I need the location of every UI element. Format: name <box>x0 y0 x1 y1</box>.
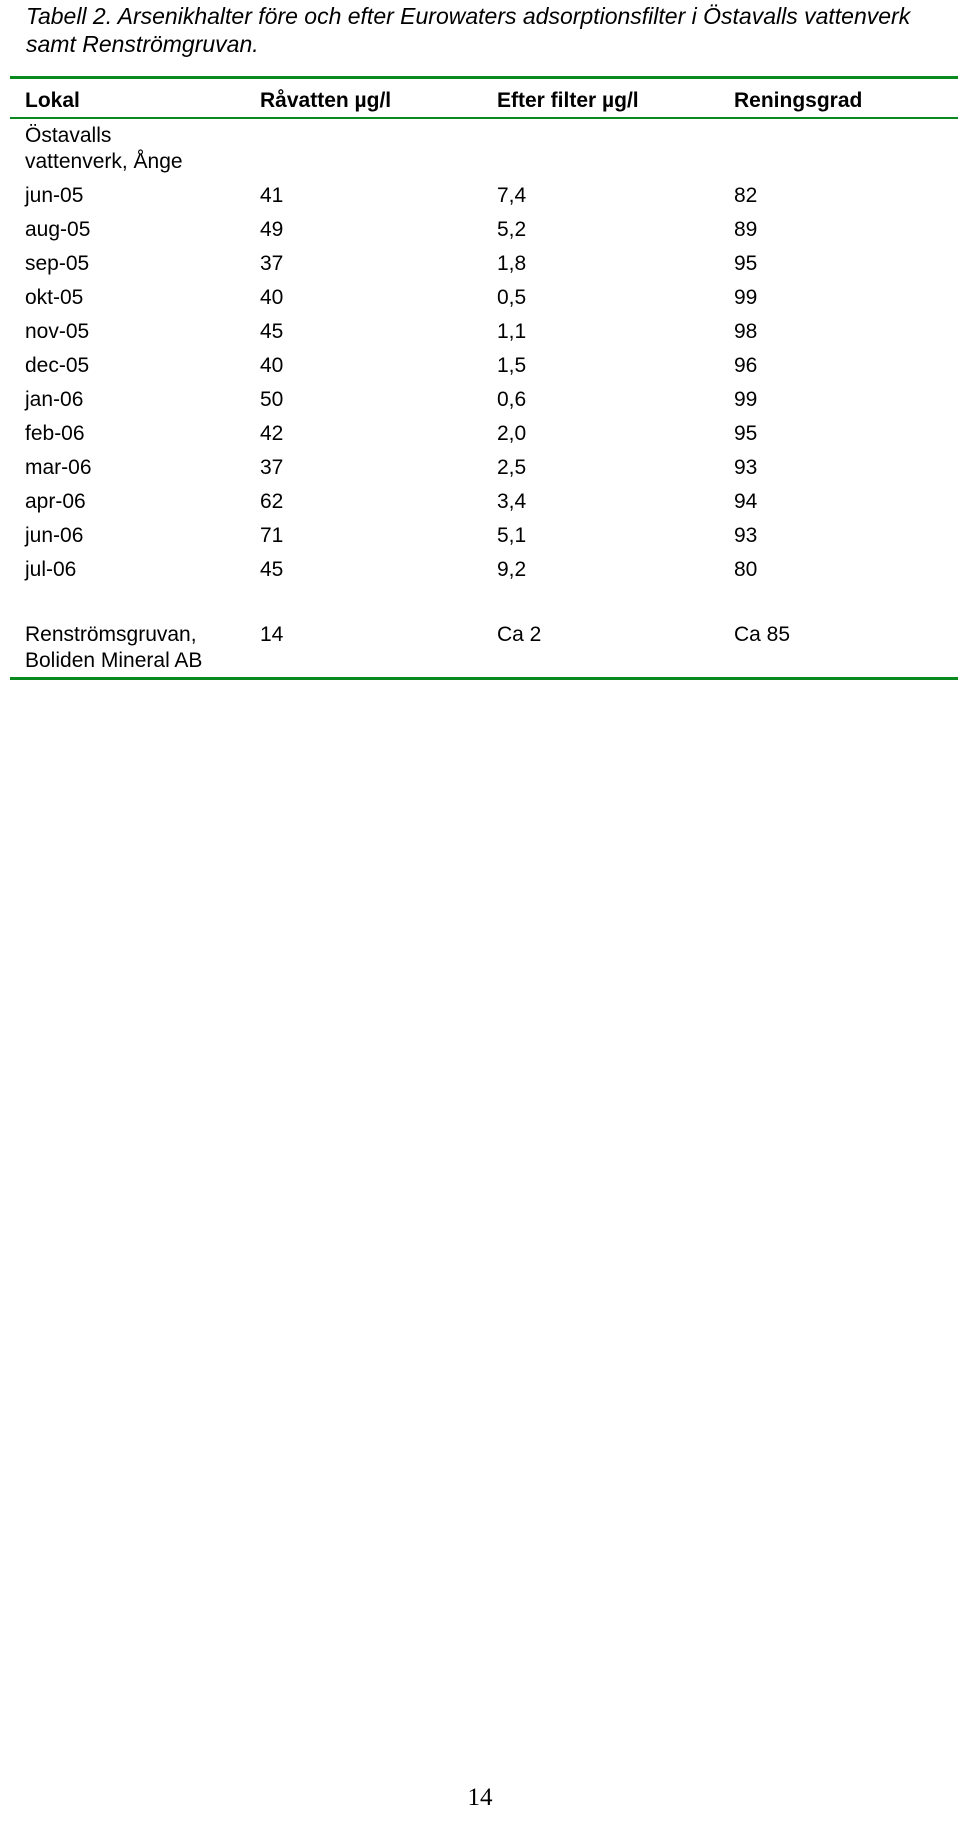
row-reningsgrad: 94 <box>734 490 758 513</box>
row-efter-filter: 0,6 <box>497 388 527 411</box>
row-lokal: jan-06 <box>25 388 84 411</box>
mine-efter-filter: Ca 2 <box>497 623 542 646</box>
row-reningsgrad: 89 <box>734 218 758 241</box>
row-efter-filter: 7,4 <box>497 184 527 207</box>
page-number: 14 <box>467 1784 493 1811</box>
row-efter-filter: 5,2 <box>497 218 527 241</box>
group-label-line1: Östavalls <box>25 124 112 147</box>
table-row <box>10 553 958 587</box>
row-reningsgrad: 95 <box>734 252 758 275</box>
header-reningsgrad: Reningsgrad <box>734 89 863 112</box>
group-label-line2: vattenverk, Ånge <box>25 150 183 173</box>
table-body <box>10 179 958 587</box>
row-ravatten: 40 <box>260 354 284 377</box>
row-efter-filter: 1,5 <box>497 354 527 377</box>
mine-lokal-line2: Boliden Mineral AB <box>25 649 203 672</box>
row-lokal: dec-05 <box>25 354 90 377</box>
row-efter-filter: 5,1 <box>497 524 527 547</box>
row-efter-filter: 1,1 <box>497 320 527 343</box>
table-row <box>10 417 958 451</box>
row-reningsgrad: 95 <box>734 422 758 445</box>
row-reningsgrad: 99 <box>734 286 758 309</box>
row-reningsgrad: 99 <box>734 388 758 411</box>
row-lokal: jun-05 <box>25 184 84 207</box>
group-label <box>25 123 183 175</box>
row-lokal: jul-06 <box>25 558 77 581</box>
row-ravatten: 62 <box>260 490 284 513</box>
table-bottom-rule <box>10 677 958 680</box>
table-header-row <box>10 79 958 117</box>
table-row <box>10 315 958 349</box>
row-efter-filter: 2,5 <box>497 456 527 479</box>
row-efter-filter: 9,2 <box>497 558 527 581</box>
group-label-row <box>10 119 958 179</box>
table-row <box>10 519 958 553</box>
row-lokal: nov-05 <box>25 320 90 343</box>
row-ravatten: 71 <box>260 524 284 547</box>
row-ravatten: 37 <box>260 252 284 275</box>
row-lokal: okt-05 <box>25 286 84 309</box>
table-row <box>10 485 958 519</box>
row-ravatten: 49 <box>260 218 284 241</box>
row-lokal: apr-06 <box>25 490 86 513</box>
mine-lokal-line1: Renströmsgruvan, <box>25 623 197 646</box>
table-spacer <box>10 587 958 619</box>
row-efter-filter: 3,4 <box>497 490 527 513</box>
row-ravatten: 37 <box>260 456 284 479</box>
row-lokal: jun-06 <box>25 524 84 547</box>
table-row <box>10 213 958 247</box>
table-caption: Tabell 2. Arsenikhalter före och efter Eurowaters adsorptionsfilter i Östavalls vattenverk samt Renströmgruvan. <box>26 3 911 57</box>
row-ravatten: 45 <box>260 320 284 343</box>
row-lokal: mar-06 <box>25 456 92 479</box>
table-row <box>10 383 958 417</box>
row-reningsgrad: 98 <box>734 320 758 343</box>
table-row <box>10 281 958 315</box>
row-ravatten: 40 <box>260 286 284 309</box>
mine-lokal <box>25 622 202 674</box>
row-reningsgrad: 96 <box>734 354 758 377</box>
row-efter-filter: 1,8 <box>497 252 527 275</box>
row-reningsgrad: 93 <box>734 524 758 547</box>
row-reningsgrad: 93 <box>734 456 758 479</box>
header-efter-filter: Efter filter µg/l <box>497 89 639 112</box>
row-efter-filter: 0,5 <box>497 286 527 309</box>
header-ravatten: Råvatten µg/l <box>260 89 392 112</box>
table-row <box>10 349 958 383</box>
mine-reningsgrad: Ca 85 <box>734 623 791 646</box>
row-ravatten: 41 <box>260 184 284 207</box>
table-row <box>10 247 958 281</box>
row-ravatten: 42 <box>260 422 284 445</box>
row-ravatten: 45 <box>260 558 284 581</box>
row-reningsgrad: 82 <box>734 184 758 207</box>
mine-ravatten: 14 <box>260 623 284 646</box>
table-row <box>10 451 958 485</box>
row-ravatten: 50 <box>260 388 284 411</box>
row-lokal: sep-05 <box>25 252 90 275</box>
row-reningsgrad: 80 <box>734 558 758 581</box>
row-lokal: aug-05 <box>25 218 91 241</box>
row-efter-filter: 2,0 <box>497 422 527 445</box>
header-lokal: Lokal <box>25 89 80 112</box>
arsenic-table <box>10 76 958 680</box>
table-row <box>10 179 958 213</box>
mine-row <box>10 619 958 677</box>
row-lokal: feb-06 <box>25 422 85 445</box>
